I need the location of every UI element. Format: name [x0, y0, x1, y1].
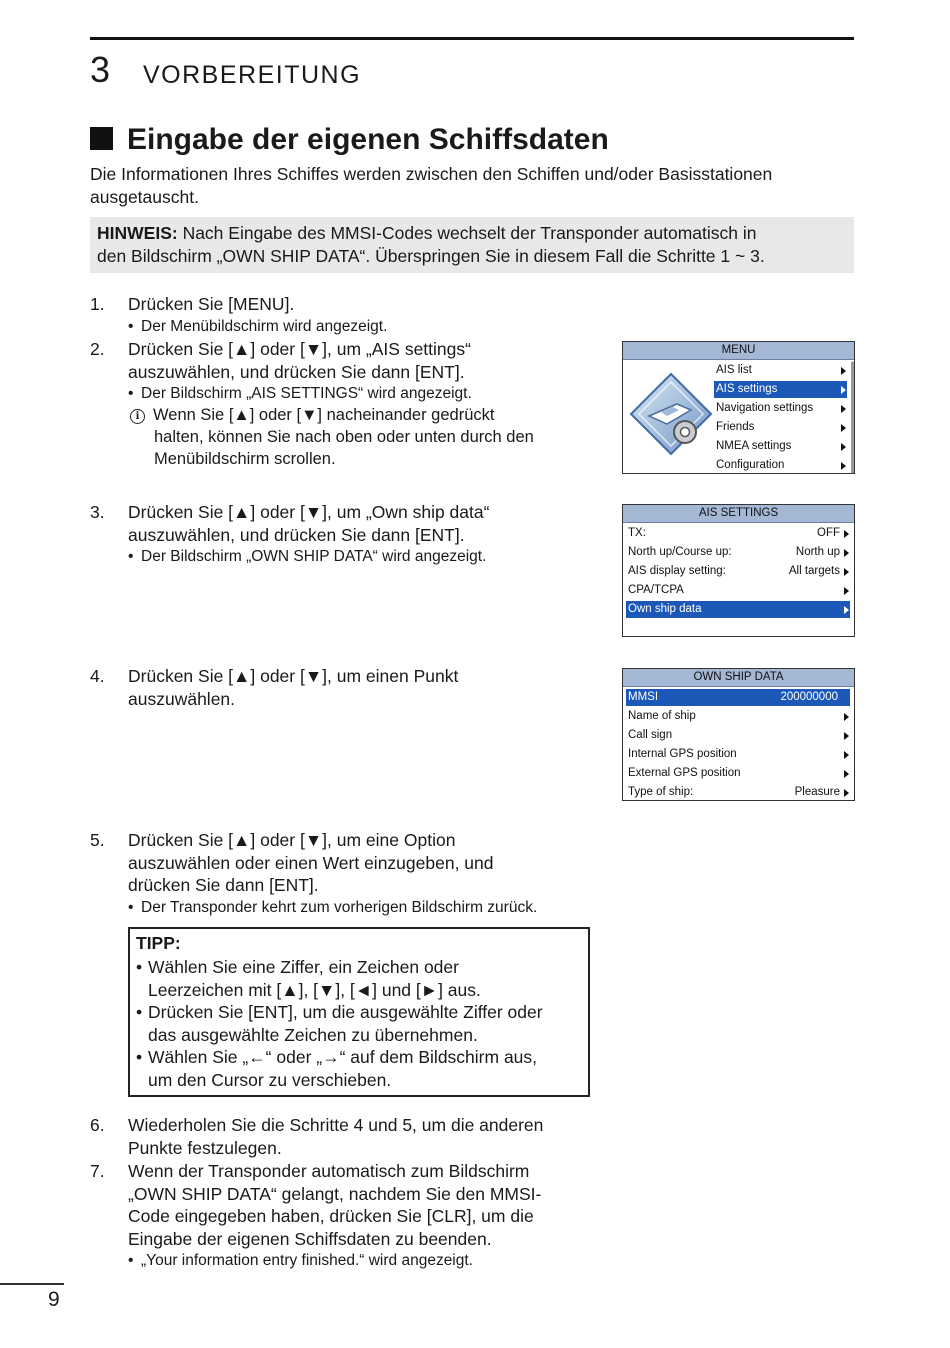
menu-item-friends[interactable]: Friends	[714, 419, 847, 436]
menu-item-ais-list[interactable]: AIS list	[714, 362, 847, 379]
chevron-right-icon	[844, 568, 849, 576]
ais-settings-title: AIS SETTINGS	[623, 505, 854, 523]
own-row-mmsi[interactable]: MMSI 200000000	[626, 689, 850, 706]
step-1-number: 1.	[90, 294, 105, 314]
chevron-right-icon	[844, 587, 849, 595]
tip-item-1: • Wählen Sie eine Ziffer, ein Zeichen oder Leerzeichen mit [▲], [▼], [◄] und [►] aus.	[136, 957, 481, 1000]
step-1-bullet: • Der Menübildschirm wird angezeigt.	[128, 318, 388, 335]
step-5-number: 5.	[90, 830, 105, 850]
menu-item-configuration[interactable]: Configuration	[714, 457, 847, 474]
step-2-info-line2: halten, können Sie nach oben oder unten durch den	[154, 428, 534, 446]
step-7-number: 7.	[90, 1161, 105, 1181]
step-7-bullet: • „Your information entry finished.“ wird angezeigt.	[128, 1252, 473, 1269]
menu-item-nmea-settings[interactable]: NMEA settings	[714, 438, 847, 455]
chevron-right-icon	[844, 713, 849, 721]
chevron-right-icon	[844, 751, 849, 759]
step-4-text: Drücken Sie [▲] oder [▼], um einen Punkt auszuwählen.	[128, 666, 459, 709]
chevron-right-icon	[844, 770, 849, 778]
tip-title: TIPP:	[136, 933, 181, 953]
step-2-bullet: • Der Bildschirm „AIS SETTINGS“ wird angezeigt.	[128, 385, 472, 402]
step-2-info-line3: Menübildschirm scrollen.	[154, 450, 336, 468]
menu-screen-title: MENU	[623, 342, 854, 360]
note-text	[97, 222, 847, 267]
step-1-text: Drücken Sie [MENU].	[128, 294, 295, 314]
own-row-type-of-ship[interactable]: Type of ship: Pleasure	[626, 784, 850, 801]
step-3-bullet: • Der Bildschirm „OWN SHIP DATA“ wird angezeigt.	[128, 548, 487, 565]
chevron-right-icon	[844, 530, 849, 538]
step-3-text: Drücken Sie [▲] oder [▼], um „Own ship data“ auszuwählen, und drücken Sie dann [ENT].	[128, 502, 490, 545]
menu-scroll-thumb[interactable]	[851, 362, 854, 474]
intro-paragraph: Die Informationen Ihres Schiffes werden zwischen den Schiffen und/oder Basisstationen ausgetauscht.	[90, 164, 773, 207]
tip-item-2: • Drücken Sie [ENT], um die ausgewählte Ziffer oder das ausgewählte Zeichen zu übernehmen.	[136, 1002, 543, 1045]
chevron-right-icon	[841, 424, 846, 432]
note-label: HINWEIS:	[97, 223, 178, 243]
ais-row-cpa-tcpa[interactable]: CPA/TCPA	[626, 582, 850, 599]
chevron-right-icon	[844, 606, 849, 614]
own-row-internal-gps[interactable]: Internal GPS position	[626, 746, 850, 763]
ais-row-tx[interactable]: TX: OFF	[626, 525, 850, 542]
chevron-right-icon	[844, 732, 849, 740]
chevron-right-icon	[841, 405, 846, 413]
step-6-number: 6.	[90, 1115, 105, 1135]
chevron-right-icon	[844, 549, 849, 557]
menu-screen	[622, 341, 855, 474]
note-line2: den Bildschirm „OWN SHIP DATA“. Überspringen Sie in diesem Fall die Schritte 1 ~ 3.	[97, 245, 765, 266]
chevron-right-icon	[841, 367, 846, 375]
step-6-text: Wiederholen Sie die Schritte 4 und 5, um die anderen Punkte festzulegen.	[128, 1115, 544, 1158]
ais-row-display-setting[interactable]: AIS display setting: All targets	[626, 563, 850, 580]
step-2-info: i Wenn Sie [▲] oder [▼] nacheinander gedrückt	[130, 404, 494, 426]
step-3-number: 3.	[90, 502, 105, 522]
square-bullet-icon	[90, 127, 113, 150]
note-line1: Nach Eingabe des MMSI-Codes wechselt der Transponder automatisch in	[177, 223, 757, 243]
ship-settings-icon	[627, 370, 715, 460]
step-7-text: Wenn der Transponder automatisch zum Bildschirm „OWN SHIP DATA“ gelangt, nachdem Sie den MMSI- Code eingegeben haben, drücken Sie [CLR], um die Eingabe der eigenen Schiffsdaten zu beenden.	[128, 1161, 542, 1249]
own-ship-data-title: OWN SHIP DATA	[623, 669, 854, 687]
step-4-number: 4.	[90, 666, 105, 686]
menu-item-ais-settings[interactable]: AIS settings	[714, 381, 847, 398]
ais-row-own-ship-data[interactable]: Own ship data	[626, 601, 850, 618]
own-row-call-sign[interactable]: Call sign	[626, 727, 850, 744]
section-title-text: Eingabe der eigenen Schiffsdaten	[127, 123, 609, 156]
step-5-text: Drücken Sie [▲] oder [▼], um eine Option auszuwählen oder einen Wert einzugeben, und drücken Sie dann [ENT].	[128, 830, 494, 895]
chapter-title: VORBEREITUNG	[143, 61, 362, 89]
page-number: 9	[48, 1288, 60, 1311]
tip-item-3: • Wählen Sie „←“ oder „→“ auf dem Bildschirm aus, um den Cursor zu verschieben.	[136, 1047, 538, 1090]
own-ship-data-screen	[622, 668, 855, 801]
chapter-number: 3	[90, 49, 111, 90]
top-rule	[90, 37, 854, 40]
step-2-text: Drücken Sie [▲] oder [▼], um „AIS settings“ auszuwählen, und drücken Sie dann [ENT].	[128, 339, 471, 382]
menu-item-navigation-settings[interactable]: Navigation settings	[714, 400, 847, 417]
chevron-right-icon	[841, 443, 846, 451]
chevron-right-icon	[841, 462, 846, 470]
chevron-right-icon	[844, 789, 849, 797]
own-row-name-of-ship[interactable]: Name of ship	[626, 708, 850, 725]
section-title	[90, 122, 609, 158]
info-icon: i	[130, 409, 145, 424]
page-number-rule	[0, 1283, 64, 1285]
ais-row-north-up[interactable]: North up/Course up: North up	[626, 544, 850, 561]
step-2-number: 2.	[90, 339, 105, 359]
own-row-external-gps[interactable]: External GPS position	[626, 765, 850, 782]
step-5-bullet: • Der Transponder kehrt zum vorherigen Bildschirm zurück.	[128, 899, 538, 916]
ais-settings-screen	[622, 504, 855, 637]
chevron-right-icon	[841, 386, 846, 394]
